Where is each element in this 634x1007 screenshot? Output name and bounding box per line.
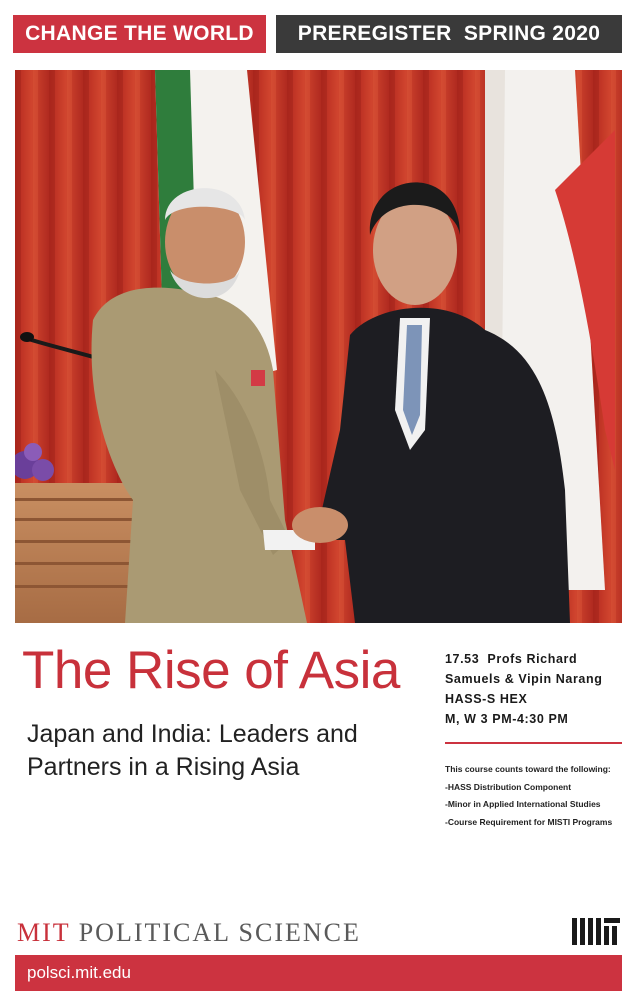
photo-illustration bbox=[15, 70, 622, 623]
requirement-item: -HASS Distribution Component bbox=[445, 781, 572, 792]
department-name bbox=[17, 918, 361, 948]
leaders-handshake-photo bbox=[15, 70, 622, 623]
course-professors: Samuels & Vipin Narang bbox=[445, 672, 603, 686]
banner-right-text: PREREGISTER SPRING 2020 bbox=[297, 22, 601, 45]
course-info bbox=[445, 649, 630, 729]
department-label: POLITICAL SCIENCE bbox=[70, 918, 361, 947]
handshake bbox=[292, 507, 348, 543]
preregister-banner bbox=[276, 15, 622, 53]
poster-title: The Rise of Asia bbox=[22, 641, 400, 700]
change-the-world-banner bbox=[13, 15, 266, 53]
course-category: HASS-S HEX bbox=[445, 692, 528, 706]
department-prefix: MIT bbox=[17, 918, 71, 947]
website-link[interactable]: polsci.mit.edu bbox=[27, 963, 131, 982]
mit-logo bbox=[572, 918, 620, 945]
website-bar bbox=[15, 955, 622, 991]
course-schedule: M, W 3 PM-4:30 PM bbox=[445, 712, 569, 726]
banner-left-text: CHANGE THE WORLD bbox=[25, 22, 254, 45]
poster-subtitle: Japan and India: Leaders and Partners in a Rising Asia bbox=[27, 720, 358, 781]
requirement-item: -Minor in Applied International Studies bbox=[445, 799, 601, 809]
requirement-item: -Course Requirement for MISTI Programs bbox=[445, 816, 613, 827]
requirements-intro: This course counts toward the following: bbox=[445, 764, 611, 774]
course-number-professors: 17.53 Profs Richard bbox=[445, 652, 578, 666]
divider bbox=[445, 742, 622, 744]
requirements-list bbox=[445, 761, 630, 831]
